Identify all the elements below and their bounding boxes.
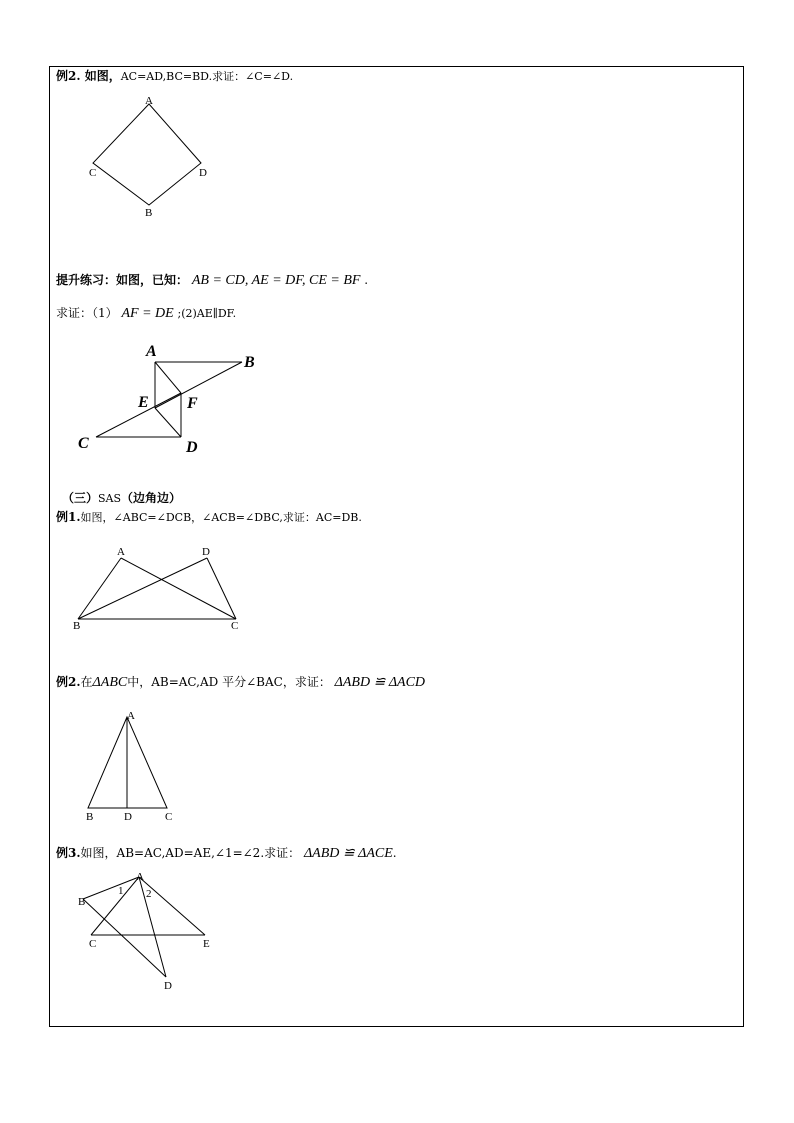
segment-ac [121,558,236,619]
fig4-label-b: B [86,811,94,823]
fig2-label-f: F [187,395,198,412]
fig2-label-d: D [186,439,198,456]
practice-math: AB = CD, AE = DF, CE = BF [191,273,361,288]
fig5-label-a: A [136,871,144,883]
segment-ac [91,877,139,935]
fig5-label-angle-2: 2 [146,888,152,900]
fig3-label-a: A [117,546,125,558]
segment-ed [155,408,181,437]
segment-ad [139,877,166,977]
segment-ba [83,877,139,899]
fig3-label-c: C [231,620,239,632]
segment-ba [78,558,121,619]
figure-sas-1 [73,546,238,632]
prove-rest: ;(2)AE∥DF. [177,307,237,320]
sas-heading-part-3: （边角边） [121,491,182,505]
fig5-label-angle-1: 1 [118,885,124,897]
sas-example-3-end: . [392,846,397,860]
sas-example-1-text: 如图，∠ABC=∠DCB，∠ACB=∠DBC,求证：AC=DB. [80,511,362,524]
example-2-prove: 求证：∠C=∠D. [212,70,294,83]
sas-example-2-text-2: 中，AB=AC,AD 平分∠BAC，求证： [127,675,331,689]
sas-example-3-math: ΔABD ≌ ΔACE [303,846,393,861]
segment-af [155,362,181,393]
example-2-given: AC=AD,BC=BD. [120,70,213,83]
fig1-label-d: D [199,167,207,179]
sas-example-1-prefix: 例1. [56,510,81,524]
example-2-prefix: 例2. 如图， [56,69,121,83]
kite-outline [93,104,201,205]
segment-bd [78,558,207,619]
fig2-label-e: E [138,394,149,411]
segment-ae [139,877,205,935]
sas-example-2-prefix: 例2. [56,675,81,689]
sas-example-3-text: 如图，AB=AC,AD=AE,∠1=∠2.求证： [80,846,301,860]
segment-dc [207,558,236,619]
fig4-label-d: D [124,811,132,823]
fig4-label-a: A [127,710,135,722]
figure-kite [89,95,207,219]
sas-heading-part-2: SAS [98,492,122,505]
fig2-label-a: A [146,343,157,360]
practice-end: . [364,273,369,287]
prove-math-1: AF = DE [121,306,174,321]
fig5-label-c: C [89,938,97,950]
segment-be [155,362,242,408]
fig1-label-a: A [145,95,153,107]
fig5-label-d: D [164,980,172,992]
fig2-label-b: B [244,354,255,371]
figure-sas-2 [86,710,172,823]
fig4-label-c: C [165,811,173,823]
fig5-label-e: E [203,938,210,950]
fig3-label-b: B [73,620,81,632]
sas-example-2-math-1: ΔABC [92,675,128,690]
practice-text: 如图，已知： [116,273,189,287]
fig1-label-c: C [89,167,97,179]
sas-example-2-text-1: 在 [80,675,93,689]
figure-practice [78,343,255,456]
fig3-label-d: D [202,546,210,558]
fig2-label-c: C [78,435,89,452]
prove-prefix: 求证：（1） [56,306,118,320]
practice-title: 提升练习： [56,273,117,287]
sas-example-2-math-2: ΔABD ≌ ΔACD [334,675,426,690]
fig5-label-b: B [78,896,86,908]
fig1-label-b: B [145,207,153,219]
figure-sas-3 [78,871,210,992]
sas-heading-part-1: （三） [62,491,99,505]
sas-example-3-prefix: 例3. [56,846,81,860]
